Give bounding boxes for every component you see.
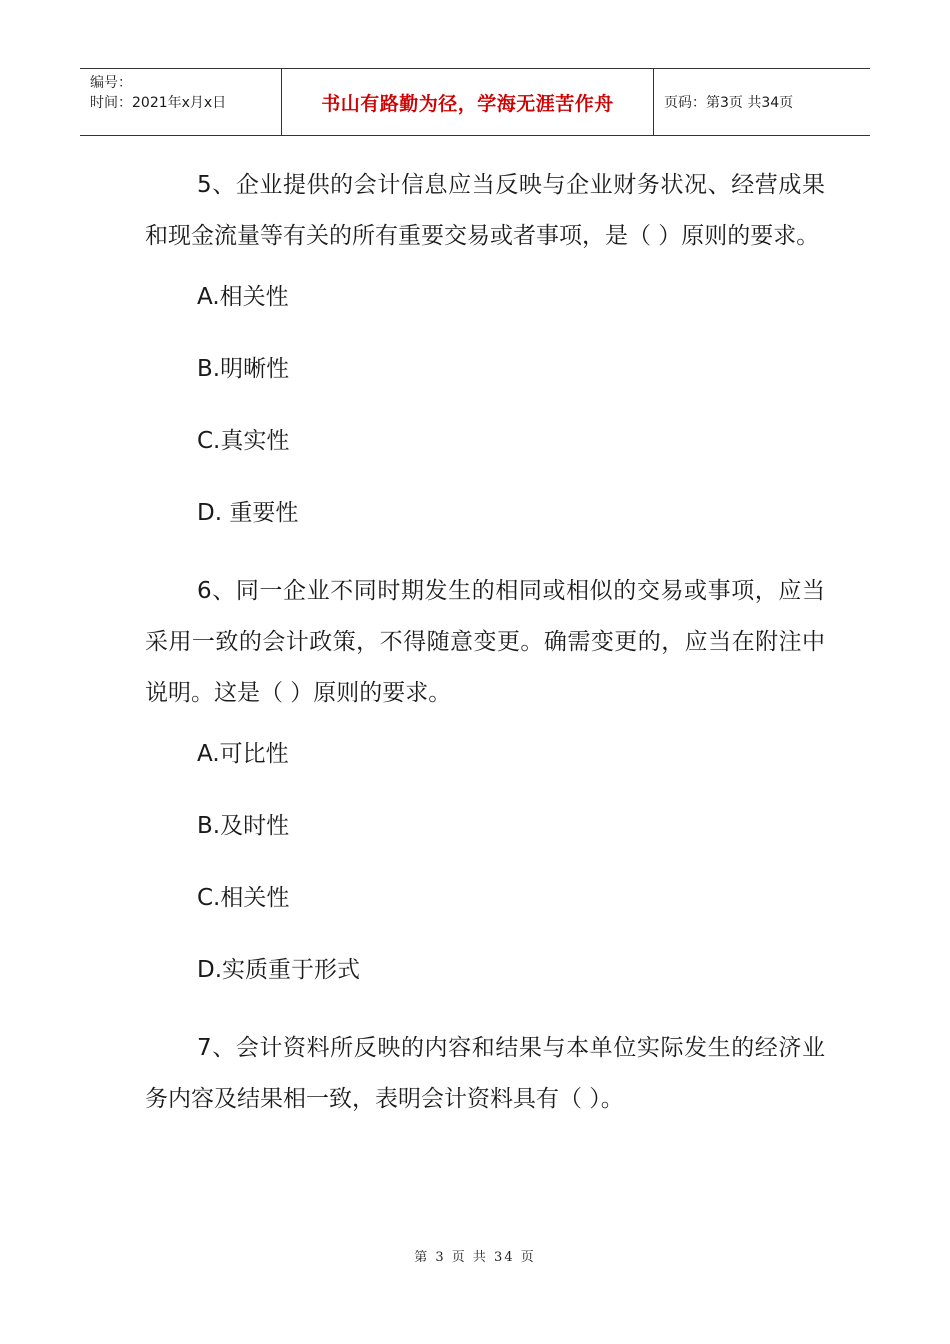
question-6-option-a: A.可比性 [197, 741, 289, 767]
page-header [80, 68, 870, 136]
header-meta [80, 69, 282, 135]
question-6-option-d: D.实质重于形式 [197, 957, 361, 983]
question-5-option-d: D. 重要性 [197, 500, 299, 526]
question-5-option-b: B.明晰性 [197, 356, 290, 382]
document-number-label: 编号： [90, 75, 132, 91]
question-5-option-c: C.真实性 [197, 428, 290, 454]
question-6-option-c: C.相关性 [197, 885, 290, 911]
question-6-text: 6、同一企业不同时期发生的相同或相似的交易或事项，应当采用一致的会计政策，不得随意变更。确需变更的，应当在附注中说明。这是（ ）原则的要求。 [145, 578, 825, 706]
question-5-text: 5、企业提供的会计信息应当反映与企业财务状况、经营成果和现金流量等有关的所有重要交易或者事项，是（ ）原则的要求。 [145, 172, 825, 249]
page-footer: 第 3 页 共 34 页 [414, 1250, 536, 1265]
question-7-text: 7、会计资料所反映的内容和结果与本单位实际发生的经济业务内容及结果相一致，表明会计资料具有（ ）。 [145, 1035, 825, 1112]
document-body [145, 160, 825, 1125]
document-time-label: 时间：2021年x月x日 [90, 95, 227, 111]
header-page-info: 页码：第3页 共34页 [664, 95, 794, 111]
question-6-option-b: B.及时性 [197, 813, 290, 839]
header-motto: 书山有路勤为径，学海无涯苦作舟 [282, 69, 654, 135]
question-5-option-a: A.相关性 [197, 284, 289, 310]
